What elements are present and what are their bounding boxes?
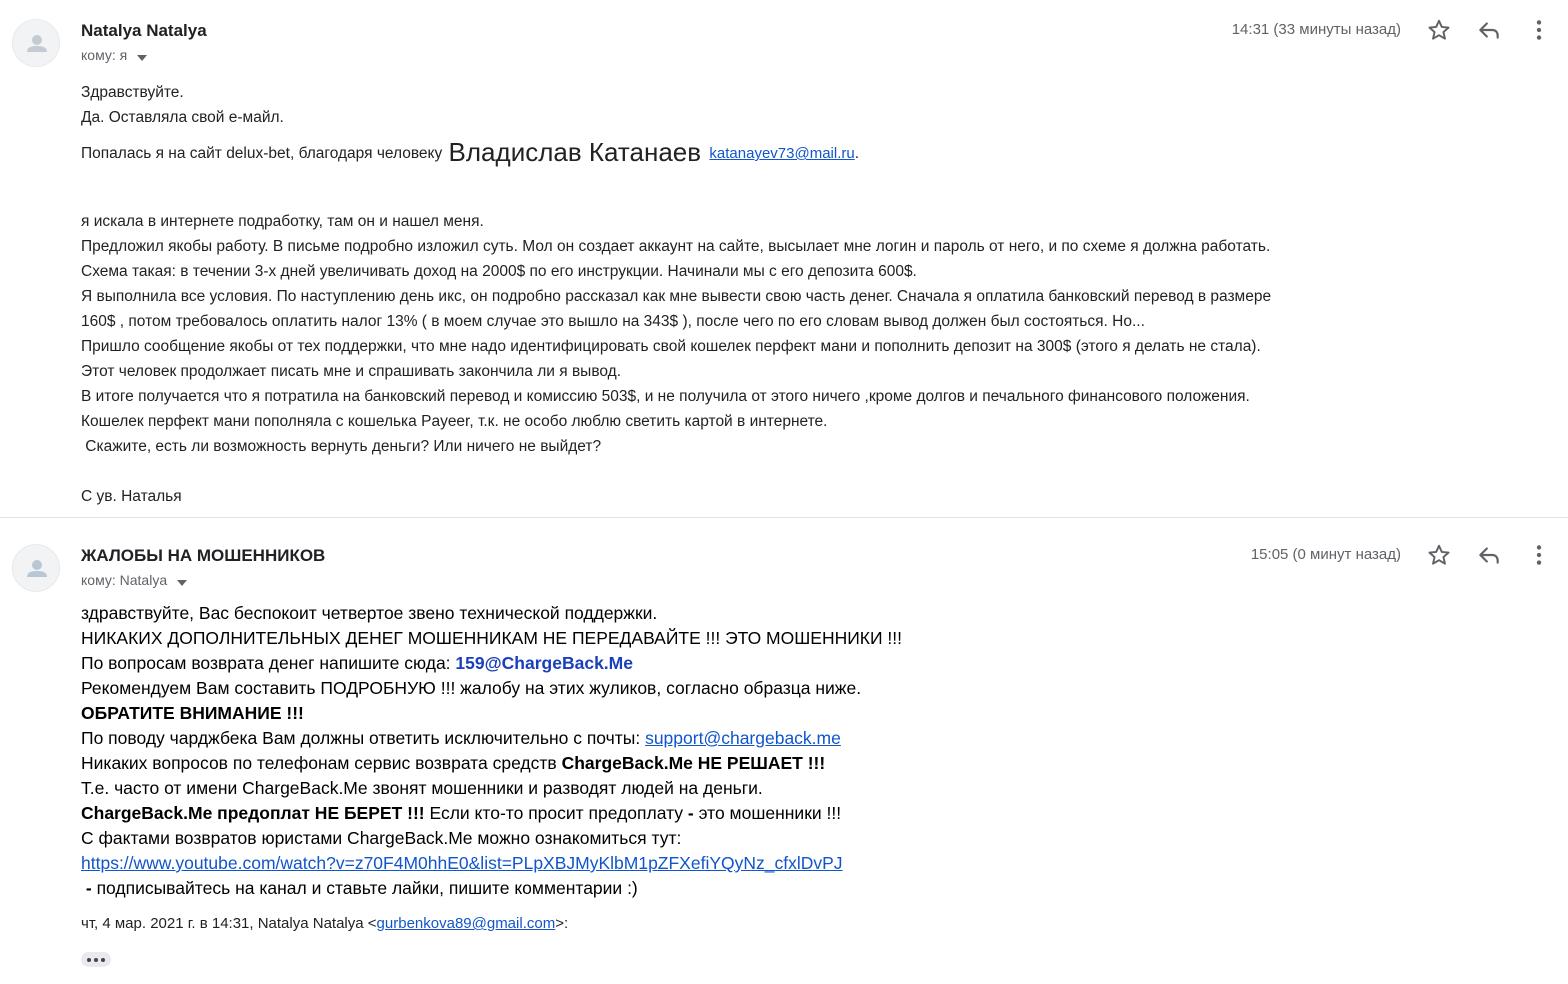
body-line: Пришло сообщение якобы от тех поддержки, что мне надо идентифицировать свой кошелек перфект мани и пополнить депозит на 300$ (этого я делать не стала).: [81, 338, 1261, 355]
chevron-down-icon[interactable]: [137, 48, 147, 64]
body-line: Здравствуйте.: [81, 84, 184, 101]
body-line: [81, 876, 1381, 901]
person-icon: [13, 20, 60, 67]
body-line: Рекомендуем Вам составить ПОДРОБНУЮ !!! жалобу на этих жуликов, согласно образца ниже.: [81, 678, 862, 698]
body-line: здравствуйте, Вас беспокоит четвертое звено технической поддержки.: [81, 603, 658, 623]
body-text: подписывайтесь на канал и ставьте лайки, пишите комментарии :): [91, 878, 638, 898]
person-icon: [13, 545, 60, 592]
body-line: [81, 651, 1381, 676]
message-timestamp: 14:31 (33 минуты назад): [1231, 21, 1401, 38]
body-line: 160$ , потом требовалось оплатить налог 13% ( в моем случае это вышло на 343$ ), после чего по его словам вывод должен был состояться. Но...: [81, 313, 1145, 330]
star-icon[interactable]: [1426, 542, 1452, 568]
body-bold-text: ChargeBack.Me НЕ РЕШАЕТ !!!: [561, 753, 826, 773]
body-bold-text: ChargeBack.Me предоплат НЕ БЕРЕТ !!!: [81, 803, 425, 823]
quoted-message-header: [81, 915, 568, 932]
body-text: Попалась я на сайт delux-bet, благодаря человеку: [81, 145, 443, 162]
body-line: Я выполнила все условия. По наступлению день икс, он подробно рассказал как мне вывести свою часть денег. Сначала я оплатила банковский перевод в размере: [81, 288, 1272, 305]
body-line: Предложил якобы работу. В письме подробно изложил суть. Мол он создает аккаунт на сайте, высылает мне логин и пароль от него, и по схеме я должна работать.: [81, 238, 1271, 255]
body-text: По вопросам возврата денег напишите сюда:: [81, 653, 456, 673]
body-line: ОБРАТИТЕ ВНИМАНИЕ !!!: [81, 703, 304, 723]
message-body: [81, 601, 1381, 901]
blank-line: [81, 459, 1501, 484]
more-options-icon[interactable]: [1526, 542, 1552, 568]
quote-header-text: чт, 4 мар. 2021 г. в 14:31, Natalya Natalya <: [81, 915, 377, 932]
body-text: Если кто-то просит предоплату: [424, 803, 688, 823]
body-line: Да. Оставляла свой е-майл.: [81, 109, 284, 126]
body-text: Никаких вопросов по телефонам сервис возврата средств: [81, 753, 562, 773]
body-line: Схема такая: в течении 3-х дней увеличивать доход на 2000$ по его инструкции. Начинали мы с его депозита 600$.: [81, 263, 917, 280]
chargeback-email-link[interactable]: 159@ChargeBack.Me: [455, 653, 633, 673]
quoted-sender-email-link[interactable]: gurbenkova89@gmail.com: [376, 915, 556, 932]
reply-icon[interactable]: [1476, 17, 1502, 43]
body-line: я искала в интернете подработку, там он и нашел меня.: [81, 213, 484, 230]
ellipsis-dot: [87, 958, 91, 962]
message-body: [81, 80, 1501, 509]
support-email-link[interactable]: support@chargeback.me: [645, 728, 841, 748]
sender-avatar[interactable]: [12, 19, 60, 67]
chevron-down-icon[interactable]: [177, 573, 187, 589]
sender-avatar[interactable]: [12, 544, 60, 592]
body-line: Кошелек перфект мани пополняла с кошелька Payeer, т.к. не особо люблю светить картой в интернете.: [81, 413, 828, 430]
email-message-2: [0, 518, 1568, 984]
scammer-name: Владислав Катанаев: [448, 137, 702, 167]
show-trimmed-content-button[interactable]: [81, 952, 111, 967]
reply-icon[interactable]: [1476, 542, 1502, 568]
signature: С ув. Наталья: [81, 488, 182, 505]
recipient-text: кому: я: [81, 47, 128, 63]
body-text: По поводу чарджбека Вам должны ответить исключительно с почты:: [81, 728, 646, 748]
scammer-email-link[interactable]: katanayev73@mail.ru: [709, 145, 855, 162]
recipient-line[interactable]: [81, 572, 187, 589]
body-line: [81, 851, 1381, 876]
sender-name[interactable]: ЖАЛОБЫ НА МОШЕННИКОВ: [81, 546, 326, 565]
body-line: [81, 801, 1381, 826]
recipient-line[interactable]: [81, 47, 147, 64]
body-text: это мошенники !!!: [693, 803, 842, 823]
body-line: Скажите, есть ли возможность вернуть деньги? Или ничего не выйдет?: [81, 438, 602, 455]
youtube-link[interactable]: https://www.youtube.com/watch?v=z70F4M0hhE0&list=PLpXBJMyKlbM1pZFXefiYQyNz_cfxlDvPJ: [81, 853, 843, 873]
recipient-text: кому: Natalya: [81, 572, 168, 588]
body-bold-text: -: [687, 803, 694, 823]
blank-line: [81, 174, 1501, 209]
message-timestamp: 15:05 (0 минут назад): [1250, 546, 1401, 563]
body-line: Т.е. часто от имени ChargeBack.Me звонят мошенники и разводят людей на деньги.: [81, 778, 763, 798]
ellipsis-dot: [101, 958, 105, 962]
body-line: В итоге получается что я потратила на банковский перевод и комиссию 503$, и не получила от этого ничего ,кроме долгов и печального финансового положения.: [81, 388, 1250, 405]
body-line: С фактами возвратов юристами ChargeBack.Me можно ознакомиться тут:: [81, 828, 682, 848]
body-line: [81, 726, 1381, 751]
sender-name[interactable]: Natalya Natalya: [81, 21, 207, 40]
body-text: .: [854, 145, 860, 162]
star-icon[interactable]: [1426, 17, 1452, 43]
body-line: [81, 751, 1381, 776]
body-line: [81, 130, 1501, 174]
quote-header-text: >:: [555, 915, 569, 932]
ellipsis-dot: [94, 958, 98, 962]
body-line: Этот человек продолжает писать мне и спрашивать закончила ли я вывод.: [81, 363, 622, 380]
body-bold-text: -: [81, 878, 92, 898]
body-line: НИКАКИХ ДОПОЛНИТЕЛЬНЫХ ДЕНЕГ МОШЕННИКАМ НЕ ПЕРЕДАВАЙТЕ !!! ЭТО МОШЕННИКИ !!!: [81, 628, 903, 648]
more-options-icon[interactable]: [1526, 17, 1552, 43]
